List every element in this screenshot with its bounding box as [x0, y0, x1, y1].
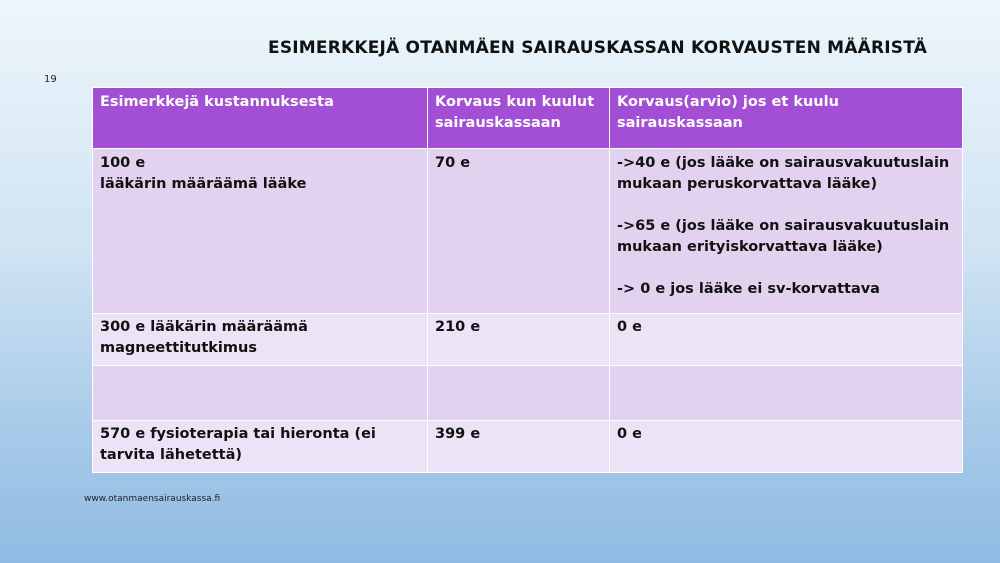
- cost-description: lääkärin määräämä lääke: [100, 176, 307, 192]
- cost-amount: 100 e: [100, 155, 146, 171]
- slide-title: ESIMERKKEJÄ OTANMÄEN SAIRAUSKASSAN KORVAUSTEN MÄÄRISTÄ: [268, 38, 928, 58]
- header-member-compensation: Korvaus kun kuulut sairauskassaan: [428, 88, 610, 149]
- table-cell-cost: [93, 149, 428, 314]
- table-row-empty: [93, 366, 963, 421]
- table-row: [93, 314, 963, 366]
- table-cell-member: 70 e: [428, 149, 610, 314]
- non-member-none-note: -> 0 e jos lääke ei sv-korvattava: [617, 281, 880, 297]
- table-header-row: [93, 88, 963, 149]
- table-cell-member: [428, 366, 610, 421]
- header-cost-examples: Esimerkkejä kustannuksesta: [93, 88, 428, 149]
- table-cell-non-member: [610, 149, 963, 314]
- table-cell-non-member: [610, 366, 963, 421]
- table-cell-member: 210 e: [428, 314, 610, 366]
- table-cell-non-member: 0 e: [610, 314, 963, 366]
- header-non-member-compensation: Korvaus(arvio) jos et kuulu sairauskassaan: [610, 88, 963, 149]
- table-cell-cost: [93, 366, 428, 421]
- non-member-basic-note: ->40 e (jos lääke on sairausvakuutuslain mukaan peruskorvattava lääke): [617, 155, 950, 192]
- slide-number: 19: [44, 74, 57, 85]
- table-row: [93, 149, 963, 314]
- table-cell-cost: 300 e lääkärin määräämä magneettitutkimus: [93, 314, 428, 366]
- non-member-special-note: ->65 e (jos lääke on sairausvakuutuslain mukaan erityiskorvattava lääke): [617, 218, 950, 255]
- table-row: [93, 421, 963, 473]
- compensation-table: [92, 87, 963, 473]
- table-cell-member: 399 e: [428, 421, 610, 473]
- table-cell-non-member: 0 e: [610, 421, 963, 473]
- table-cell-cost: 570 e fysioterapia tai hieronta (ei tarvita lähetettä): [93, 421, 428, 473]
- footer-url: www.otanmaensairauskassa.fi: [84, 494, 221, 504]
